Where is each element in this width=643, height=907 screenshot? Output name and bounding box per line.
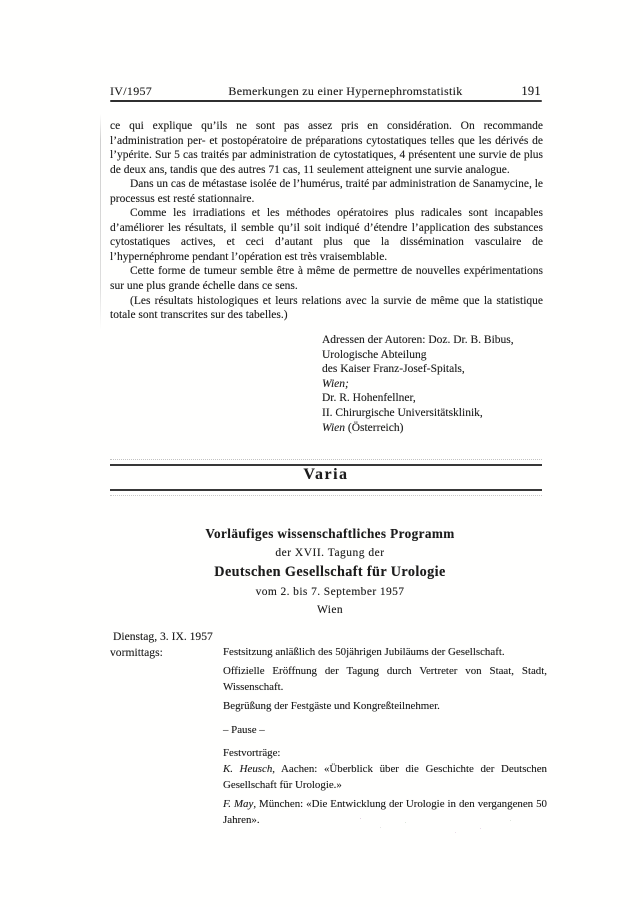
schedule-item-lecture: K. Heusch, Aachen: «Überblick über die Geschichte der Deutschen Gesellschaft für Urologie.» — [223, 763, 547, 791]
address-line: Adressen der Autoren: Doz. Dr. B. Bibus, — [322, 334, 514, 346]
schedule-item-pause: – Pause – — [223, 723, 265, 736]
schedule-item-lectures-label: Festvorträge: — [223, 747, 281, 760]
varia-divider-bottom — [110, 489, 542, 496]
schedule-day: Dienstag, 3. IX. 1957 — [113, 630, 213, 643]
paragraph: Comme les irradiations et les méthodes opératoires plus radicales sont incapables d’améliorer les résultats, il semble qu’il soit indiqué d’étendre l’application des substances cytostatiques actives, et ceci d’autant plus que la dissémination vasculaire de l’hypernéphrome pendant l’opération est très vraisemblable. — [110, 207, 543, 263]
scan-noise — [360, 818, 361, 819]
varia-section-title: Varia — [303, 466, 349, 483]
schedule-item: Begrüßung der Festgäste und Kongreßteilnehmer. — [223, 700, 440, 713]
address-line: des Kaiser Franz-Josef-Spitals, — [322, 363, 465, 376]
schedule-items — [223, 645, 547, 832]
address-line: Wien (Österreich) — [322, 421, 404, 434]
author-address-block — [322, 333, 552, 435]
schedule-time-label: vormittags: — [110, 646, 163, 659]
schedule-item: Offizielle Eröffnung der Tagung durch Vertreter von Staat, Stadt, Wissenschaft. — [223, 665, 547, 693]
running-title: Bemerkungen zu einer Hypernephromstatistik — [228, 84, 463, 98]
address-line: Urologische Abteilung — [322, 348, 427, 361]
schedule-item-lecture: F. May, München: «Die Entwicklung der Urologie in den vergangenen 50 Jahren». — [223, 798, 547, 826]
paragraph: ce qui explique qu’ils ne sont pas assez pris en considération. On recommande l’administration per- et postopératoire de préparations cytostatiques telles que les dérivés de l’ypérite. Sur 5 cas traités par administration de cytostatiques, 4 présentent une survie de plus de deux ans, tandis que des autres 71 cas, 11 seulement atteignent une survie analogue. — [110, 120, 543, 176]
paragraph: (Les résultats histologiques et leurs relations avec la survie de même que la statistique totale sont transcrites sur des tabelles.) — [110, 294, 543, 322]
header-rule — [110, 100, 542, 102]
article-body — [110, 119, 543, 323]
page-number: 191 — [521, 84, 541, 98]
scan-artifact-line — [100, 114, 101, 330]
issue-label: IV/1957 — [110, 84, 153, 98]
running-head — [110, 84, 541, 99]
varia-divider-top — [110, 459, 542, 466]
program-city: Wien — [316, 604, 344, 616]
program-subtitle: der XVII. Tagung der — [275, 547, 385, 559]
program-title: Vorläufiges wissenschaftliches Programm — [205, 526, 455, 541]
paragraph: Dans un cas de métastase isolée de l’humérus, traité par administration de Sanamycine, le processus est resté stationnaire. — [110, 178, 543, 205]
paragraph: Cette forme de tumeur semble être à même de permettre de nouvelles expérimentations sur une plus grande échelle dans ce sens. — [110, 265, 543, 293]
program-dates: vom 2. bis 7. September 1957 — [255, 586, 405, 598]
address-line: II. Chirurgische Universitätsklinik, — [322, 406, 483, 419]
schedule-item: Festsitzung anläßlich des 50jährigen Jubiläums der Gesellschaft. — [223, 646, 505, 658]
address-line: Dr. R. Hohenfellner, — [322, 392, 416, 405]
address-line: Wien; — [322, 377, 349, 390]
program-organization: Deutschen Gesellschaft für Urologie — [214, 564, 446, 580]
